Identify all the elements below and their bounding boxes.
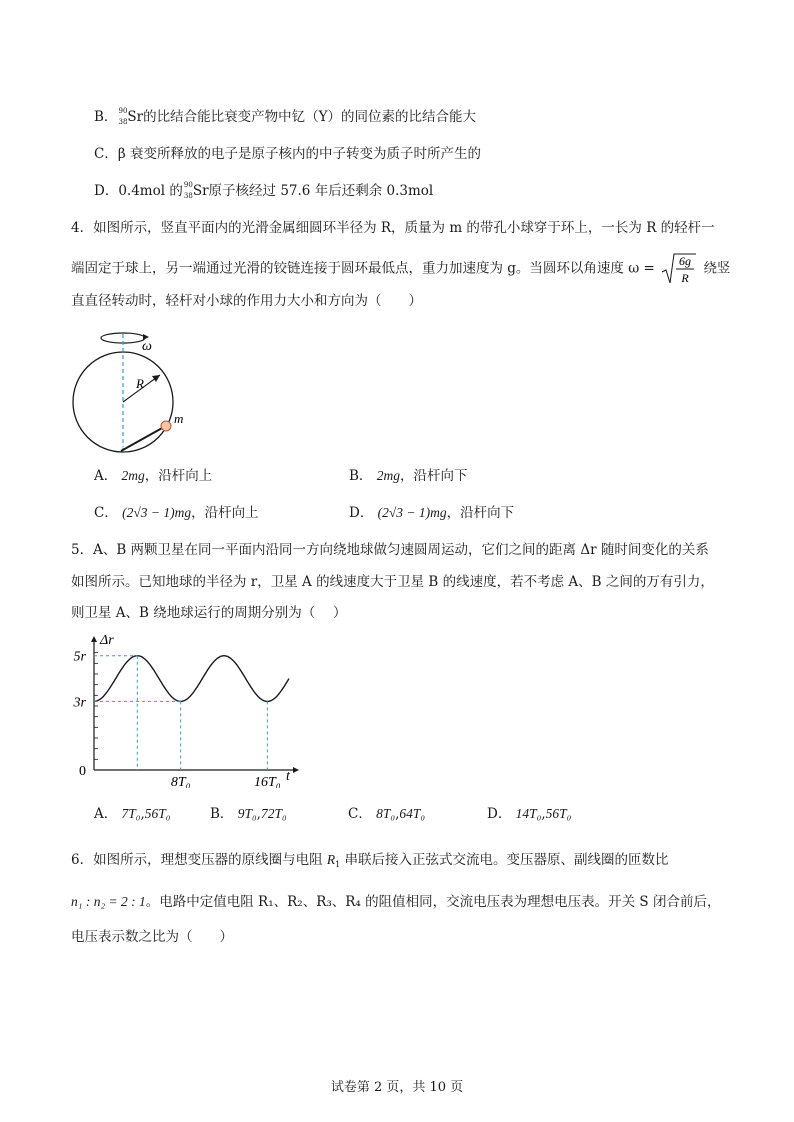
y-axis-label: Δr [100,633,114,648]
q4-option-c: C． (2√3 − 1)mg，沿杆向上 [94,505,259,521]
x-tick-label: 16T₀ [254,775,281,788]
q4-stem-line2: 端固定于球上，另一端通过光滑的铰链连接于圆环最低点，重力加速度为 g。当圆环以角速度 ω = 6g R 绕竖 [71,254,731,285]
q4-stem-line3: 直直径转动时，轻杆对小球的作用力大小和方向为（ ） [71,293,422,309]
svg-text:R: R [681,271,689,285]
q5-option-c: C． 8T₀,64T₀ [348,806,426,822]
svg-text:R: R [136,376,144,391]
ring-figure [66,330,196,460]
page-footer: 试卷第 2 页，共 10 页 [330,1080,464,1095]
nuclide-sr: 90 38 [183,181,193,200]
q4-option-a: A． 2mg，沿杆向上 [94,468,213,484]
q3-option-b: B． 90 38 Sr的比结合能比衰变产物中钇（Y）的同位素的比结合能大 [94,107,477,126]
q3-option-d: D．0.4mol 的 90 38 Sr原子核经过 57.6 年后还剩余 0.3mol [94,181,434,200]
q4-option-d: D． (2√3 − 1)mg，沿杆向下 [349,505,515,521]
svg-text:ω: ω [142,339,152,354]
y-tick-label: 5r [73,649,86,665]
q6-stem-line2: n₁ : n₂ = 2 : 1。电路中定值电阻 R₁、R₂、R₃、R₄ 的阻值相同，交流电压表为理想电压表。开关 S 闭合前后， [71,894,721,910]
x-axis-label: t [286,769,290,784]
q5-option-a: A． 7T₀,56T₀ [94,806,171,822]
q3-option-c: C．β 衰变所释放的电子是原子核内的中子转变为质子时所产生的 [94,146,481,162]
y-tick-label: 0 [79,764,86,779]
nuclide-sr: 90 38 [118,107,128,126]
q5-stem-line1: 5．A、B 两颗卫星在同一平面内沿同一方向绕地球做匀速圆周运动，它们之间的距离 Δr 随时间变化的关系 [71,542,709,558]
q4-stem-line1: 4．如图所示，竖直平面内的光滑金属细圆环半径为 R，质量为 m 的带孔小球穿于环上，一长为 R 的轻杆一 [71,220,715,236]
sqrt-fraction [661,252,697,286]
svg-text:m: m [174,411,184,426]
x-tick-label: 8T₀ [170,775,191,788]
svg-text:6g: 6g [679,254,692,268]
q5-stem-line3: 则卫星 A、B 绕地球运行的周期分别为（ ） [71,605,347,621]
q5-option-d: D． 14T₀,56T₀ [487,806,572,822]
q4-option-b: B． 2mg，沿杆向下 [349,468,468,484]
y-axis-arrow [91,636,97,642]
ball [161,421,171,431]
x-axis-arrow [293,767,299,773]
q5-stem-line2: 如图所示。已知地球的半径为 r，卫星 A 的线速度大于卫星 B 的线速度，若不考虑 A、B 之间的万有引力， [71,574,714,590]
distance-time-chart [64,628,304,788]
q6-stem-line3: 电压表示数之比为（ ） [71,929,233,945]
y-tick-label: 3r [73,695,86,711]
q6-stem-line1: 6．如图所示，理想变压器的原线圈与电阻 $R_1$ 串联后接入正弦式交流电。变压器原、副线圈的匝数比 [71,852,669,869]
series-line [94,656,289,702]
q5-option-b: B． 9T₀,72T₀ [210,806,287,822]
